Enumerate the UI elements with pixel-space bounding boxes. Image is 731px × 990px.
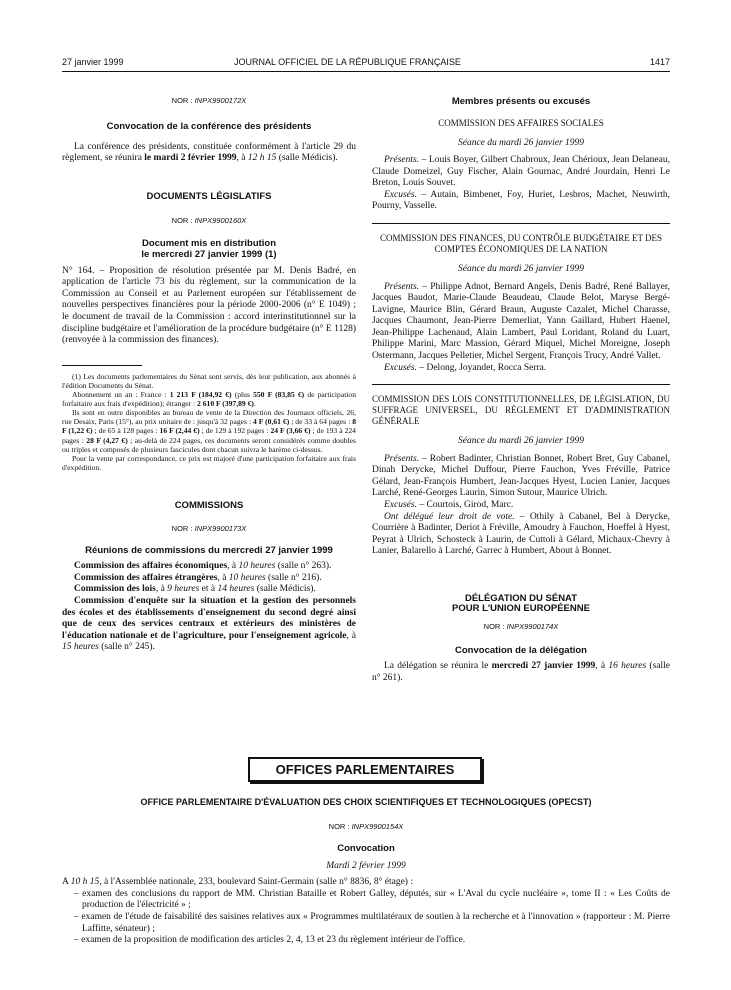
nor-reference: NOR : INPX9900172X [171,96,247,105]
delegation-text: La délégation se réunira le mercredi 27 janvier 1999, à 16 heures (salle n° 261). [372,661,671,684]
reunion-item: Commission des lois, à 9 heures et à 14 heures (salle Médicis). [74,584,316,595]
seance-date: Séance du mardi 26 janvier 1999 [457,137,585,148]
opecst-convocation-title: Convocation [337,843,395,855]
reunion-item: Commission des affaires économiques, à 10 heures (salle n° 263). [74,561,332,572]
header-journal: JOURNAL OFFICIEL DE LA RÉPUBLIQUE FRANÇAISE [234,57,461,67]
nor-reference: NOR : INPX9900174X [483,621,559,631]
commission-title: COMMISSION DES LOIS CONSTITUTIONNELLES, DE LÉGISLATION, DU SUFFRAGE UNIVERSEL, DU RÈGLEMENT ET D'ADMINISTRATION GÉNÉRALE [372,394,670,427]
opecst-title: OFFICE PARLEMENTAIRE D'ÉVALUATION DES CHOIX SCIENTIFIQUES ET TECHNOLOGIQUES (OPECST) [140,797,592,807]
commission-title: COMMISSION DES AFFAIRES SOCIALES [438,117,604,128]
presents-list: Présents. – Robert Badinter, Christian Bonnet, Robert Bret, Guy Cabanel, Dinah Derycke, Michel Duffour, Pierre Fauchon, Yves Fréville, Patrice Gélard, Jean-François Humbert, Jean-Jacques Hyest, Lucien Lanier, Jacques Larché, René-Georges Laurin, Simon Sutour, Maurice Ulrich. [372,453,670,499]
opecst-section [62,797,670,947]
right-column [372,96,670,685]
offices-parlementaires-banner: OFFICES PARLEMENTAIRES [248,757,482,782]
conference-title: Convocation de la conférence des présidents [106,121,312,133]
page-header [62,57,670,69]
reunions-list [62,561,356,654]
excuses-list: Excusés. – Autain, Bimbenet, Foy, Huriet, Lesbros, Machet, Neuwirth, Pourny, Vasselle. [372,189,670,212]
reunion-item: Commission des affaires étrangères, à 10 heures (salle n° 216). [74,572,322,583]
delegation-convocation-title: Convocation de la délégation [455,644,587,656]
header-rule [62,71,670,72]
opecst-intro: A 10 h 15, à l'Assemblée nationale, 233, boulevard Saint-Germain (salle n° 8836, 8° étage) : [62,877,413,888]
footnote-rule [62,365,142,366]
document-n164: N° 164. – Proposition de résolution présentée par M. Denis Badré, en application de l'article 73 bis du règlement, sur la communication de la Commission au Conseil et au Parlement européen sur l'établissement de nouvelles perspectives financières pour la période 2000-2006 (n° E 1049) ; le document de travail de la Commission : accord interinstitutionnel sur la discipline budgétaire et l'amélioration de la procédure budgétaire (n° E 1128) (renvoyée à la commission des finances). [62,265,356,346]
footnote-line: Pour la vente par correspondance, ce prix est majoré d'une participation forfaitaire aux frais d'expédition. [62,453,356,472]
separator [372,223,670,224]
header-page-number: 1417 [649,57,670,67]
agenda-item: – examen de la proposition de modification des articles 2, 4, 13 et 23 du règlement intérieur de l'office. [74,935,466,946]
opecst-agenda [62,889,670,947]
footnote-prices: Ils sont en outre disponibles au bureau de vente de la Direction des Journaux officiels, 26, rue Desaix, Paris (15°), au prix unitaire de : jusqu'à 32 pages : 4 F (0,61 €) ; de 33 à 64 pages : 8 F (1,22 €) ; de 65 à 128 pages : 16 F (2,44 €) ; de 129 à 192 pages : 24 F (3,66 €) ; de 193 à 224 pages : 28 F (4,27 €) ; au-delà de 224 pages, ces documents seront considérés comme doubles ou triples et composés de plusieurs fascicules dont chacun suivra le barème ci-dessus. [62,408,357,454]
delegation-vote-list: Ont délégué leur droit de vote. – Othily à Cabanel, Bel à Derycke, Courrière à Badinter, Deriot à Fréville, Amoudry à Fauchon, Hoeffel à Hyest, Peyrat à Ulrich, Schosteck à Laurin, de Cuttoli à Gélard, Michaux-Chevry à Lanier, Balarello à Larché, Garrec à Humbert, About à Bonnet. [372,511,670,557]
commission-title: COMMISSION DES FINANCES, DU CONTRÔLE BUDGÉTAIRE ET DES COMPTES ÉCONOMIQUES DE LA NATION [379,233,663,254]
reunions-title: Réunions de commissions du mercredi 27 janvier 1999 [85,544,333,556]
nor-reference: NOR : INPX9900154X [328,821,404,831]
seance-date: Séance du mardi 26 janvier 1999 [457,436,585,447]
footnote-subscription: Abonnement un an : France : 1 213 F (184,92 €) (plus 550 F (83,85 €) de participation forfaitaire aux frais d'expédition); étranger : 2 610 F (397,89 €). [62,390,357,409]
left-column [62,96,356,654]
seance-date: Séance du mardi 26 janvier 1999 [457,263,585,274]
presents-list: Présents. – Louis Boyer, Gilbert Chabroux, Jean Chérioux, Jean Delaneau, Claude Domeizel, Guy Fischer, Alain Gournac, André Jourdain, Henri Le Breton, Louis Souvet. [372,155,670,189]
footnote-line: (1) Les documents parlementaires du Sénat sont servis, dès leur publication, aux abonnés à l'édition Documents du Sénat. [62,371,356,390]
excuses-list: Excusés. – Courtois, Girod, Marc. [384,499,514,510]
separator [372,384,670,385]
document-distribution-title: Document mis en distribution le mercredi 27 janvier 1999 (1) [141,237,277,261]
nor-reference: NOR : INPX9900160X [171,216,247,226]
header-date: 27 janvier 1999 [62,57,124,67]
membres-title: Membres présents ou excusés [451,96,591,107]
agenda-item: – examen de l'étude de faisabilité des saisines relatives aux « Programmes multilatéraux de soutien à la recherche et à l'innovation » (rapporteur : M. Pierre Laffitte, sénateur) ; [74,912,670,934]
conference-text: La conférence des présidents, constituée conformément à l'article 29 du règlement, se réunira le mardi 2 février 1999, à 12 h 15 (salle Médicis). [62,141,356,164]
reunion-item: Commission d'enquête sur la situation et la gestion des personnels des écoles et des établissements d'enseignement du second degré ainsi que de ceux des services centraux et extérieurs des ministères de l'éducation nationale et de l'agriculture, pour l'enseignement agricole, à 15 heures (salle n° 245). [62,596,356,653]
excuses-list: Excusés. – Delong, Joyandet, Rocca Serra. [384,362,547,373]
commissions-title: COMMISSIONS [174,500,244,511]
opecst-date: Mardi 2 février 1999 [326,860,406,871]
documents-legislatifs-title: DOCUMENTS LÉGISLATIFS [146,190,272,202]
agenda-item: – examen des conclusions du rapport de MM. Christian Bataille et Robert Galley, députés, sur « L'Aval du cycle nucléaire », tome II : « Les Coûts de production de l'électricité » ; [74,888,670,911]
presents-list: Présents. – Philippe Adnot, Bernard Angels, Denis Badré, René Ballayer, Jacques Baudot, Marie-Claude Beaudeau, Claude Belot, Maryse Bergé-Lavigne, Maurice Blin, Gérard Braun, Auguste Cazalet, Michel Charasse, Jacques Chaumont, Jean-Pierre Demerliat, Yann Gaillard, Hubert Haenel, Jean-Philippe Lachenaud, Alain Lambert, Paul Loridant, Roland du Luart, Philippe Marini, Marc Massion, Gérard Miquel, Michel Moreigne, Joseph Ostermann, Jacques Pelletier, Michel Sergent, François Trucy, André Vallet. [372,281,670,361]
nor-reference: NOR : INPX9900173X [171,523,247,533]
delegation-title: DÉLÉGATION DU SÉNAT POUR L'UNION EUROPÉENNE [452,592,590,615]
footnote [62,372,356,472]
